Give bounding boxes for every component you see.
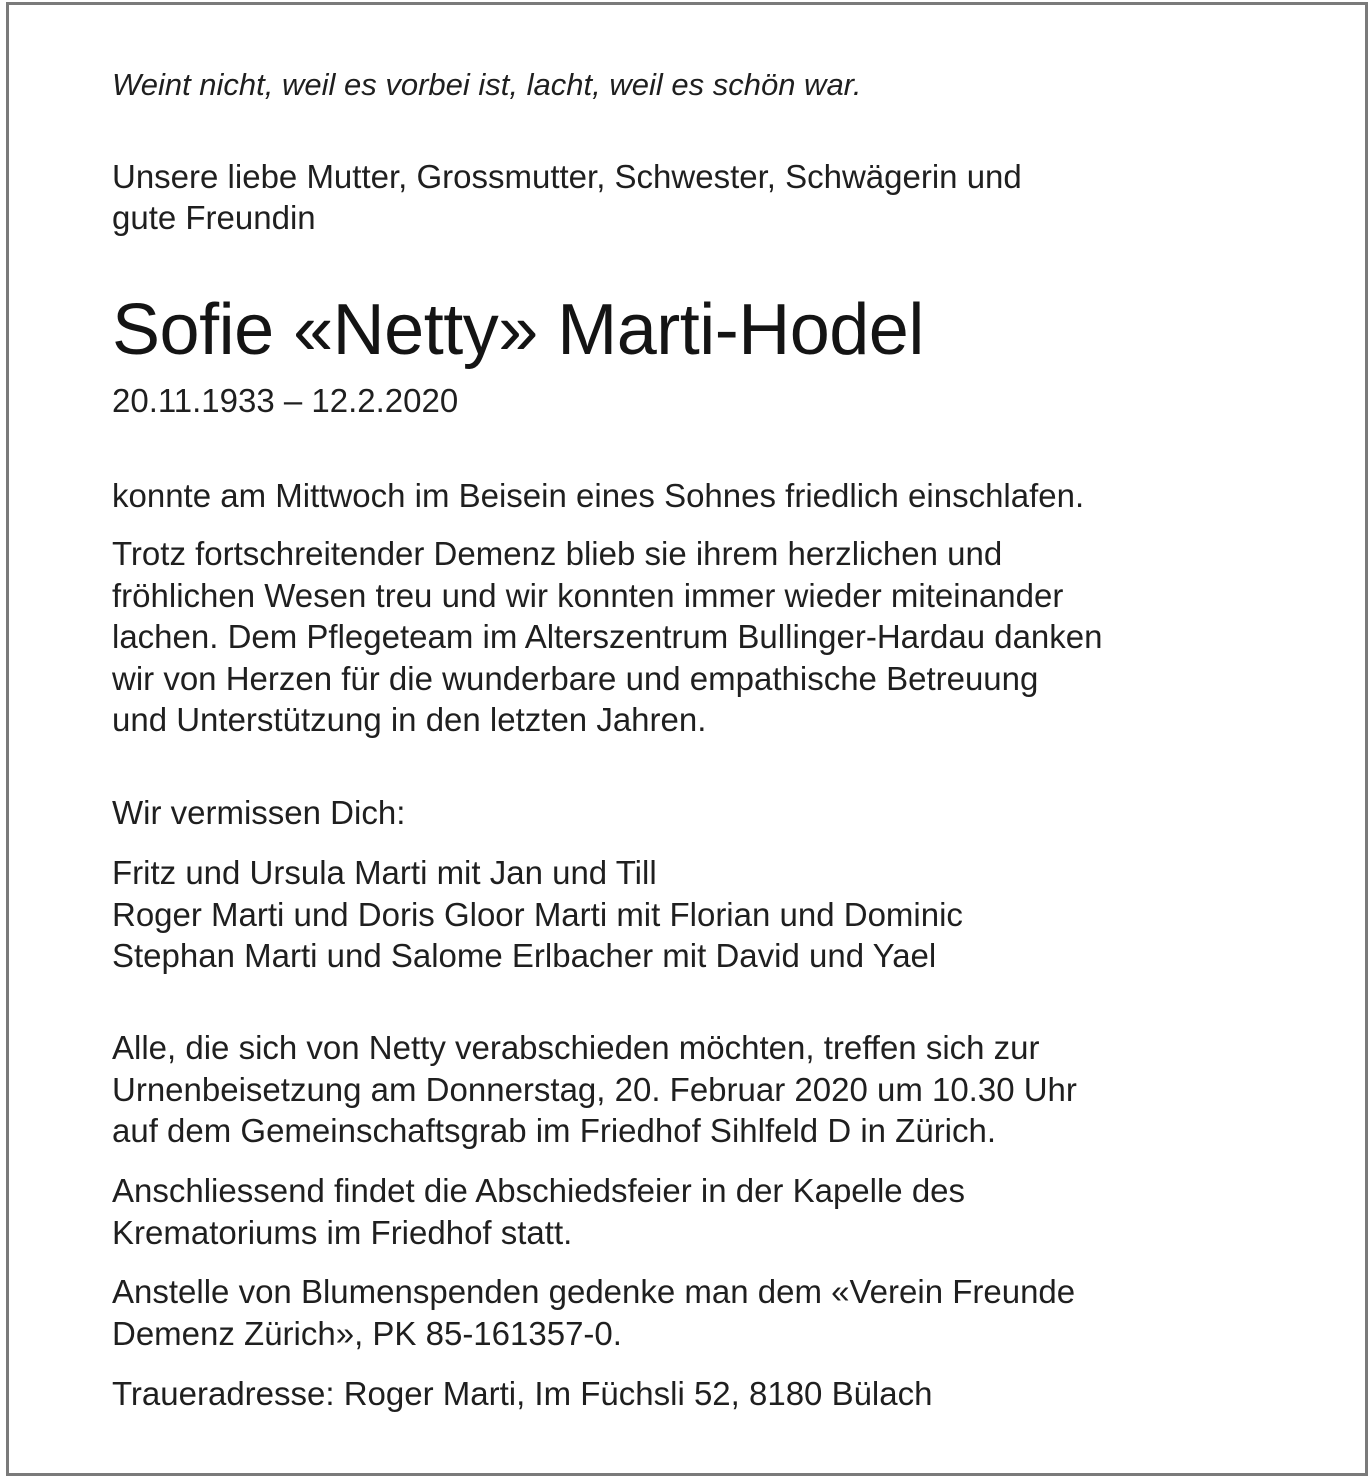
donation-line: Anstelle von Blumenspenden gedenke man dem «Verein Freunde: [112, 1273, 1076, 1310]
address-line: Traueradresse: Roger Marti, Im Füchsli 52, 8180 Bülach: [112, 1375, 933, 1412]
mourners-heading: [112, 792, 405, 834]
donation-paragraph: [112, 1271, 1075, 1354]
mourners-heading-text: Wir vermissen Dich:: [112, 794, 406, 831]
tribute-line: wir von Herzen für die wunderbare und empathische Betreuung: [112, 659, 1039, 697]
tribute-paragraph: [112, 533, 1102, 741]
intro-line: gute Freundin: [112, 199, 316, 236]
ceremony-line: Anschliessend findet die Abschiedsfeier in der Kapelle des: [112, 1172, 966, 1209]
service-paragraph: [112, 1027, 1077, 1152]
ceremony-paragraph: [112, 1170, 965, 1253]
tribute-line: fröhlichen Wesen treu und wir konnten immer wieder miteinander: [112, 576, 1064, 614]
donation-line: Demenz Zürich», PK 85-161357-0.: [112, 1314, 622, 1352]
intro-text: [112, 156, 1022, 238]
ceremony-line: Krematoriums im Friedhof statt.: [112, 1213, 573, 1251]
mourner-line: Roger Marti und Doris Gloor Marti mit Florian und Dominic: [112, 895, 963, 933]
deceased-name: Sofie «Netty» Marti-Hodel: [112, 290, 924, 370]
passing-text: [112, 475, 1084, 517]
mourning-address: [112, 1373, 932, 1415]
service-line: Urnenbeisetzung am Donnerstag, 20. Februar 2020 um 10.30 Uhr: [112, 1070, 1077, 1108]
tribute-line: Trotz fortschreitender Demenz blieb sie ihrem herzlichen und: [112, 535, 1003, 572]
tribute-line: und Unterstützung in den letzten Jahren.: [112, 701, 707, 738]
mourners-list: [112, 852, 963, 977]
intro-line: Unsere liebe Mutter, Grossmutter, Schwester, Schwägerin und: [112, 158, 1022, 195]
service-line: Alle, die sich von Netty verabschieden möchten, treffen sich zur: [112, 1029, 1040, 1066]
motto-quote: Weint nicht, weil es vorbei ist, lacht, weil es schön war.: [112, 67, 862, 102]
mourner-line: Fritz und Ursula Marti mit Jan und Till: [112, 854, 657, 891]
service-line: auf dem Gemeinschaftsgrab im Friedhof Sihlfeld D in Zürich.: [112, 1112, 997, 1149]
passing-line: konnte am Mittwoch im Beisein eines Sohnes friedlich einschlafen.: [112, 477, 1085, 514]
mourner-line: Stephan Marti und Salome Erlbacher mit David und Yael: [112, 937, 937, 974]
tribute-line: lachen. Dem Pflegeteam im Alterszentrum Bullinger-Hardau danken: [112, 618, 1103, 655]
life-dates: 20.11.1933 – 12.2.2020: [112, 382, 459, 419]
